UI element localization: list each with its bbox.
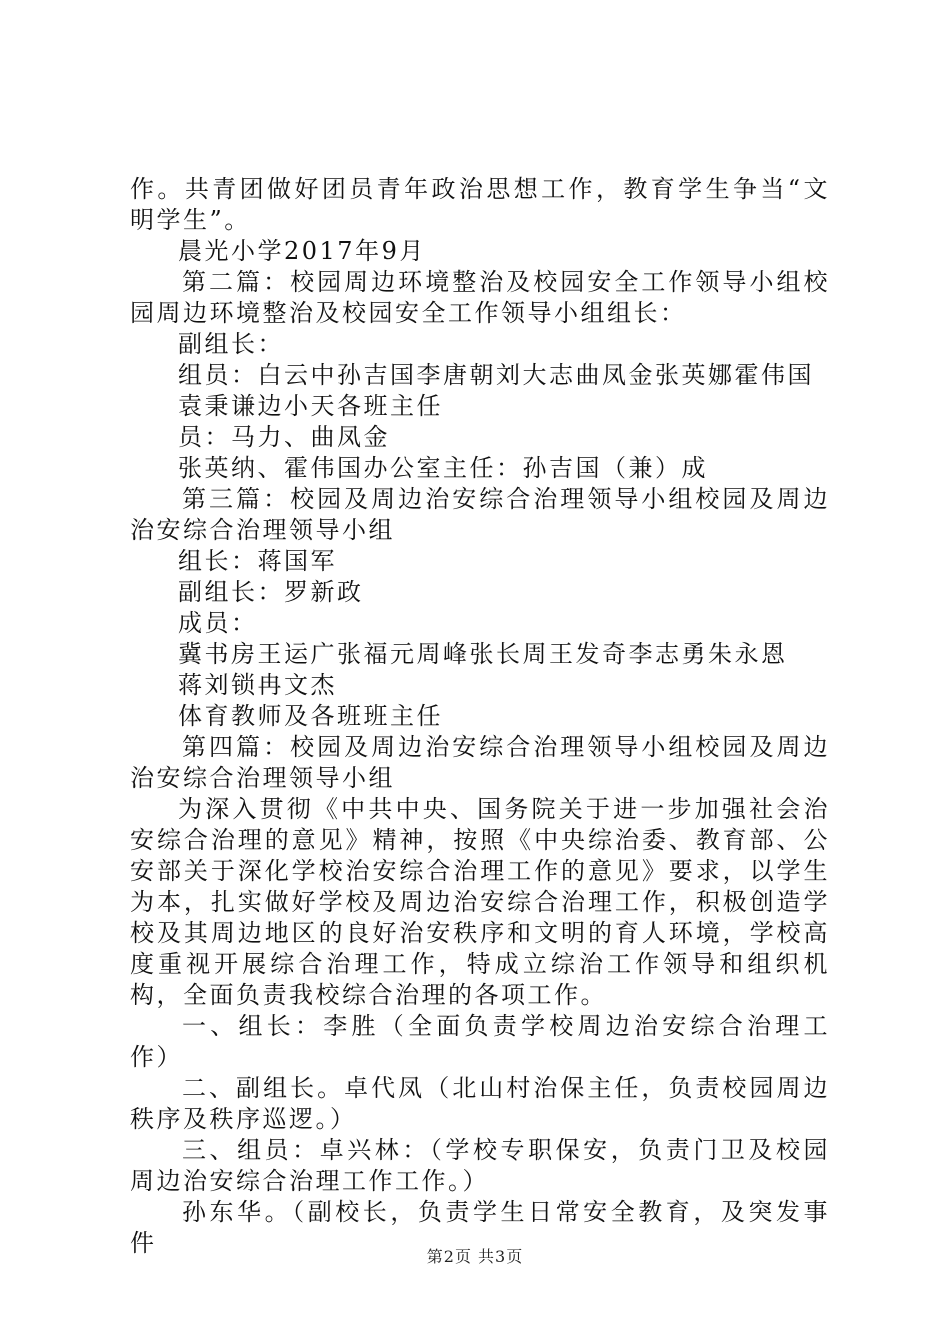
page-footer: 第2页 共3页	[426, 1247, 524, 1266]
leader-line: 组长：蒋国军	[178, 547, 337, 575]
item-leader: 一、组长：李胜（全面负责学校周边治安综合治理工作）	[130, 1012, 830, 1071]
item-deputy-leader: 二、副组长。卓代凤（北山村治保主任，负责校园周边秩序及秩序巡逻。）	[130, 1074, 830, 1133]
document-body	[130, 174, 830, 1259]
deputy-leader-line-2: 副组长：罗新政	[178, 578, 364, 606]
members-line-continued: 袁秉谦边小天各班主任	[178, 392, 443, 420]
item-member: 三、组员：卓兴林：（学校专职保安，负责门卫及校园周边治安综合治理工作工作。）	[130, 1136, 830, 1195]
section-heading-3: 第三篇：校园及周边治安综合治理领导小组校园及周边治安综合治理领导小组	[130, 485, 830, 544]
section-heading-2: 第二篇：校园周边环境整治及校园安全工作领导小组校园周边环境整治及校园安全工作领导小组组长：	[130, 268, 830, 327]
paragraph-continuation: 作。共青团做好团员青年政治思想工作，教育学生争当“文明学生”。	[130, 175, 830, 234]
deputy-leader-line: 副组长：	[178, 330, 284, 358]
staff-line: 员：马力、曲凤金	[178, 423, 390, 451]
section-heading-4: 第四篇：校园及周边治安综合治理领导小组校园及周边治安综合治理领导小组	[130, 733, 830, 792]
members-line: 组员：白云中孙吉国李唐朝刘大志曲凤金张英娜霍伟国	[178, 361, 814, 389]
signature-date: 晨光小学2017年9月	[178, 237, 426, 265]
members-names-line-3: 体育教师及各班班主任	[178, 702, 443, 730]
office-director-line: 张英纳、霍伟国办公室主任：孙吉国（兼）成	[178, 454, 708, 482]
item-member-2: 孙东华。（副校长，负责学生日常安全教育，及突发事件	[130, 1198, 830, 1257]
members-names-line: 冀书房王运广张福元周峰张长周王发奇李志勇朱永恩	[178, 640, 788, 668]
intro-paragraph: 为深入贯彻《中共中央、国务院关于进一步加强社会治安综合治理的意见》精神，按照《中央综治委、教育部、公安部关于深化学校治安综合治理工作的意见》要求，以学生为本，扎实做好学校及周边治安综合治理工作，积极创造学校及其周边地区的良好治安秩序和文明的育人环境，学校高度重视开展综合治理工作，特成立综治工作领导和组织机构，全面负责我校综合治理的各项工作。	[130, 795, 830, 1009]
members-label: 成员：	[178, 609, 258, 637]
members-names-line-2: 蒋刘锁冉文杰	[178, 671, 337, 699]
